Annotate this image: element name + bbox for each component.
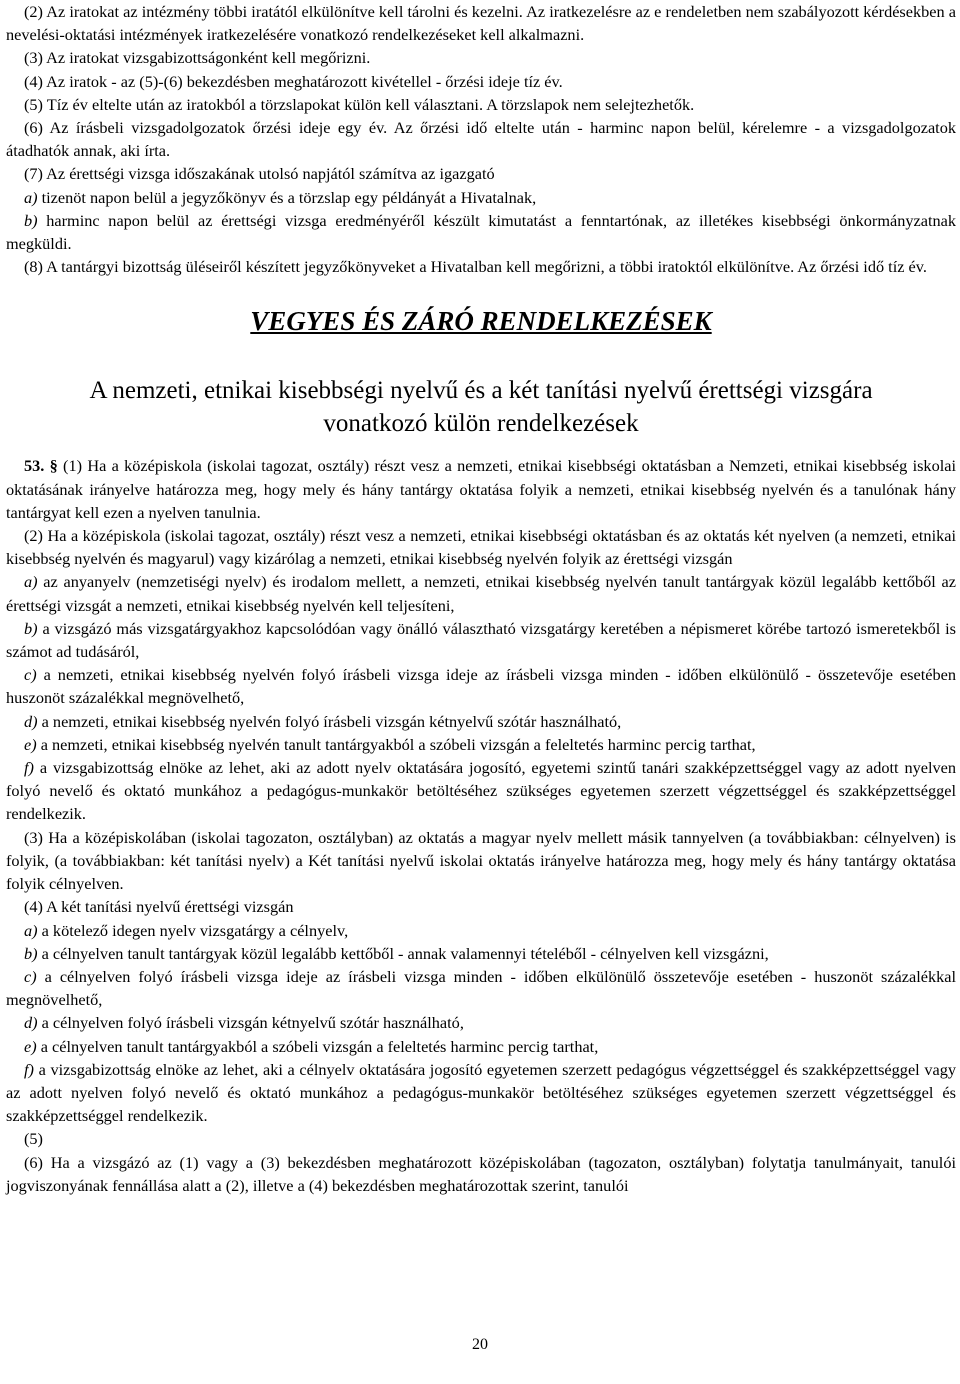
- paragraph-2f: f) a vizsgabizottság elnöke az lehet, aki az adott nyelv oktatására jogosító, egyetemi szintű tanári szakképzettséggel vagy az adott nyelven folyó nevelő és oktató munkához a pedagógus-munkakör betöltéséhez szükséges egyetemen szerzett végzettséggel és szakképzettséggel rendelkezik.: [6, 758, 956, 824]
- section-number: 53.: [24, 456, 45, 476]
- paragraph-7: (7) Az érettségi vizsga időszakának utolsó napjától számítva az igazgató: [24, 164, 495, 184]
- item-letter: e): [24, 1036, 37, 1056]
- item-letter: b): [24, 618, 38, 638]
- section-53-paragraph-4: (4) A két tanítási nyelvű érettségi vizsgán: [24, 897, 294, 917]
- document-page: [6, 0, 956, 1197]
- paragraph-2: (2) Az iratokat az intézmény többi iratától elkülönítve kell tárolni és kezelni. Az iratkezelésre az e rendeletben nem szabályozott kérdésekben a nevelési-oktatási intézmények iratkezelésére vonatkozó rendelkezéseket kell alkalmazni.: [6, 2, 956, 45]
- item-letter: a): [24, 920, 38, 940]
- section-title: VEGYES ÉS ZÁRÓ RENDELKEZÉSEK: [250, 306, 712, 337]
- paragraph-3: (3) Az iratokat vizsgabizottságonként kell megőrizni.: [24, 48, 371, 68]
- item-letter: f): [24, 1059, 34, 1079]
- item-letter: e): [24, 734, 37, 754]
- item-letter: c): [24, 966, 37, 986]
- body-paragraphs: [6, 454, 956, 1197]
- item-letter: b): [24, 943, 38, 963]
- paragraph-2c: c) a nemzeti, etnikai kisebbség nyelvén folyó írásbeli vizsga ideje az írásbeli vizsga minden - időben elkülönülő - összetevője esetében huszonöt százalékkal megnövelhető,: [6, 665, 956, 708]
- paragraph-5: (5) Tíz év eltelte után az iratokból a törzslapokat külön kell választani. A törzslapok nem selejtezhetők.: [24, 94, 695, 114]
- paragraph-7b: b) harminc napon belül az érettségi vizsga eredményéről készült kimutatást a fenntartónak, az illetékes kisebbségi önkormányzatnak megküldi.: [6, 210, 956, 254]
- paragraph-4c: c) a célnyelven folyó írásbeli vizsga ideje az írásbeli vizsga minden - időben elkülönülő összetevője esetében - huszonöt százalékkal megnövelhető,: [6, 966, 956, 1010]
- item-letter: a): [24, 187, 38, 207]
- paragraph-4a: a) a kötelező idegen nyelv vizsgatárgy a célnyelv,: [24, 920, 349, 940]
- paragraph-4d: d) a célnyelven folyó írásbeli vizsgán kétnyelvű szótár használható,: [24, 1013, 464, 1033]
- paragraph-6: (6) Az írásbeli vizsgadolgozatok őrzési ideje egy év. Az őrzési idő eltelte után - harminc napon belül, kérelemre - a vizsgadolgozatok átadhatók annak, aki írta.: [6, 118, 956, 161]
- item-letter: d): [24, 711, 38, 731]
- paragraph-4e: e) a célnyelven tanult tantárgyakból a szóbeli vizsgán a feleltetés harminc percig tarthat,: [24, 1036, 599, 1056]
- section-53-paragraph-1: 53. § (1) Ha a középiskola (iskolai tagozat, osztály) részt vesz a nemzeti, etnikai kisebbségi oktatásban a Nemzeti, etnikai kisebbség iskolai oktatásának irányelve határozza meg, hogy mely és hány tantárgy oktatása folyik a nemzeti, etnikai kisebbség nyelvén és a tanulónak hány tantárgyat kell ezen a nyelven tanulnia.: [6, 456, 956, 522]
- paragraph-8: (8) A tantárgyi bizottság üléseiről készített jegyzőkönyveket a Hivatalban kell megőrizni, a többi iratoktól elkülönítve. Az őrzési idő tíz év.: [24, 257, 927, 277]
- section-53-paragraph-2: (2) Ha a középiskola (iskolai tagozat, osztály) részt vesz a nemzeti, etnikai kisebbségi oktatásban és az oktatás két nyelven (a nemzeti, etnikai kisebbség nyelvén és magyarul) vagy kizárólag a nemzeti, etnikai kisebbség nyelvén folyik az érettségi vizsgán: [6, 526, 956, 569]
- paragraph-2e: e) a nemzeti, etnikai kisebbség nyelvén tanult tantárgyakból a szóbeli vizsgán a feleltetés harminc percig tarthat,: [24, 734, 756, 754]
- section-53-paragraph-5: (5): [24, 1129, 43, 1149]
- paragraph-4: (4) Az iratok - az (5)-(6) bekezdésben meghatározott kivétellel - őrzési ideje tíz év.: [24, 71, 563, 91]
- paragraph-4f: f) a vizsgabizottság elnöke az lehet, aki a célnyelv oktatására jogosító egyetemen szerzett pedagógus végzettséggel és szakképzettséggel vagy az adott nyelven folyó nevelő és oktató munkához a pedagógus-munkakör betöltéséhez szükséges egyetemen szerzett végzettséggel és szakképzettséggel rendelkezik.: [6, 1059, 956, 1126]
- paragraph-2b: b) a vizsgázó más vizsgatárgyakhoz kapcsolódóan vagy önálló választható vizsgatárgy keretében a népismeret körébe tartozó ismeretekből is számot ad tudásáról,: [6, 618, 956, 662]
- item-letter: c): [24, 665, 37, 685]
- item-letter: d): [24, 1013, 38, 1033]
- paragraph-2d: d) a nemzeti, etnikai kisebbség nyelvén folyó írásbeli vizsgán kétnyelvű szótár használható,: [24, 711, 622, 731]
- section-mark: §: [49, 456, 58, 476]
- item-letter: f): [24, 758, 34, 778]
- page-number: 20: [472, 1336, 488, 1353]
- paragraph-4b: b) a célnyelven tanult tantárgyak közül legalább kettőből - annak valamennyi tételéből - célnyelven kell vizsgázni,: [24, 943, 769, 963]
- section-53-paragraph-3: (3) Ha a középiskolában (iskolai tagozaton, osztályban) az oktatás a magyar nyelv mellett másik tannyelven (a továbbiakban: célnyelven) is folyik, (a továbbiakban: két tanítási nyelv) a Két tanítási nyelvű iskolai oktatás irányelve határozza meg, hogy mely és hány tantárgy oktatása folyik célnyelven.: [6, 827, 956, 894]
- item-letter: a): [24, 572, 38, 592]
- item-letter: b): [24, 210, 38, 230]
- top-paragraphs: [6, 0, 956, 278]
- paragraph-7a: a) tizenöt napon belül a jegyzőkönyv és a törzslap egy példányát a Hivatalnak,: [24, 187, 537, 207]
- subsection-title: A nemzeti, etnikai kisebbségi nyelvű és a két tanítási nyelvű érettségi vizsgára vonatkozó külön rendelkezések: [89, 377, 873, 438]
- section-53-paragraph-6: (6) Ha a vizsgázó az (1) vagy a (3) bekezdésben meghatározott középiskolában (tagozaton, osztályban) folytatja tanulmányait, tanulói jogviszonyának fennállása alatt a (2), illetve a (4) bekezdésben meghatározottak szerint, tanulói: [6, 1152, 956, 1195]
- paragraph-2a: a) az anyanyelv (nemzetiségi nyelv) és irodalom mellett, a nemzeti, etnikai kisebbség nyelvén tanult tantárgyak közül legalább kettőből az érettségi vizsgát a nemzeti, etnikai kisebbség nyelvén kell teljesíteni,: [6, 572, 956, 615]
